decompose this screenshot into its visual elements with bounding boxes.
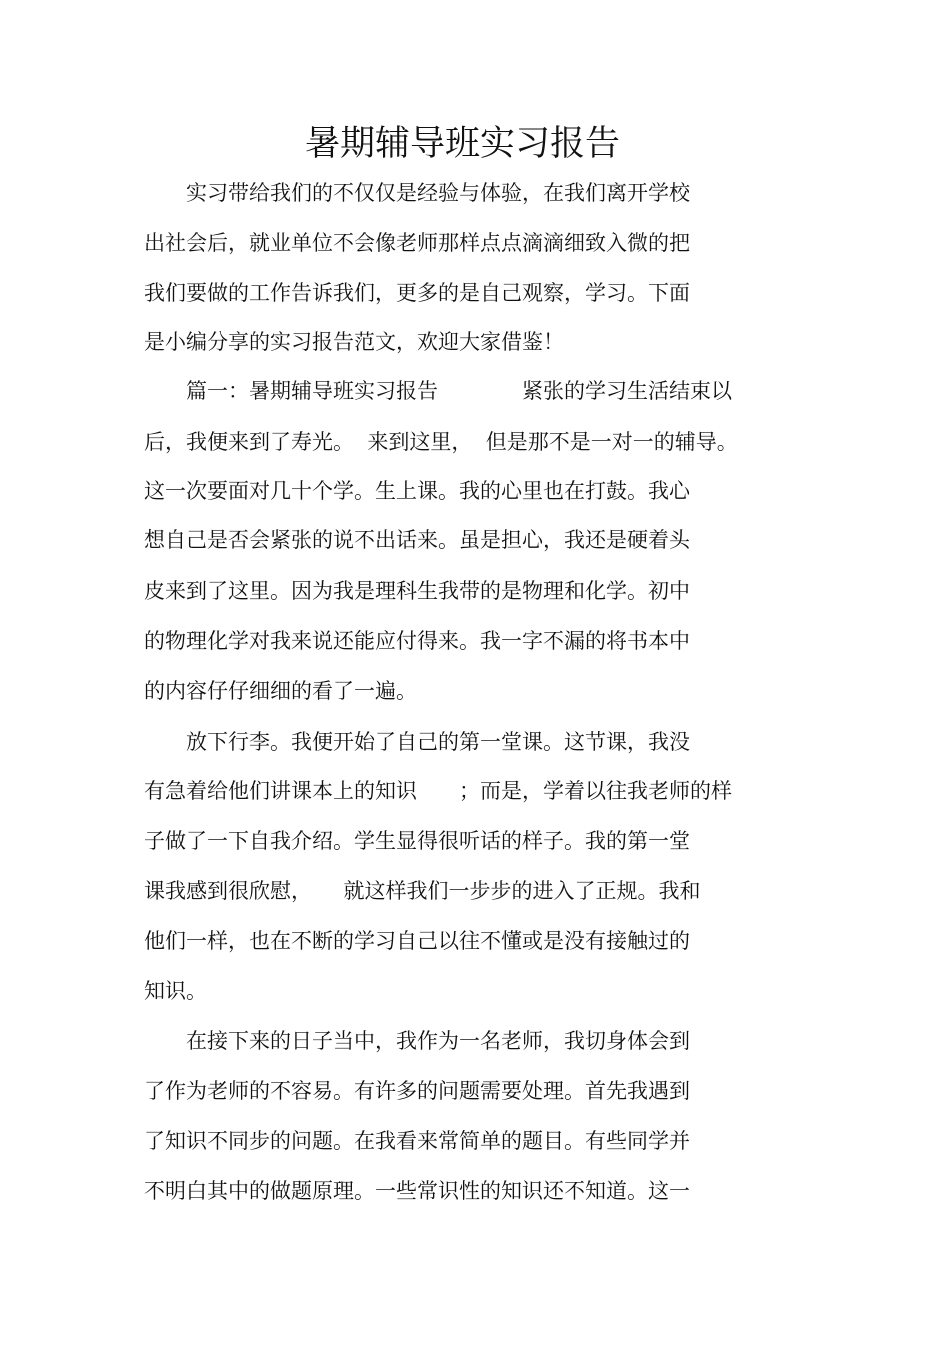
body-line: 实习带给我们的不仅仅是经验与体验，在我们离开学校 [144, 181, 690, 205]
body-line: 的内容仔仔细细的看了一遍。 [144, 679, 417, 703]
body-line: 篇一：暑期辅导班实习报告 紧张的学习生活结束以 [144, 379, 732, 403]
body-line: 的物理化学对我来说还能应付得来。我一字不漏的将书本中 [144, 629, 690, 653]
body-line: 这一次要面对几十个学。生上课。我的心里也在打鼓。我心 [144, 479, 690, 503]
body-line: 我们要做的工作告诉我们，更多的是自己观察，学习。下面 [144, 281, 690, 305]
body-line: 有急着给他们讲课本上的知识 ；而是，学着以往我老师的样 [144, 779, 732, 803]
body-line: 了知识不同步的问题。在我看来常简单的题目。有些同学并 [144, 1129, 690, 1153]
body-line: 后，我便来到了寿光。 来到这里， 但是那不是一对一的辅导。 [144, 430, 738, 454]
body-line: 他们一样，也在不断的学习自己以往不懂或是没有接触过的 [144, 929, 690, 953]
body-line: 皮来到了这里。因为我是理科生我带的是物理和化学。初中 [144, 579, 690, 603]
body-line: 不明白其中的做题原理。一些常识性的知识还不知道。这一 [144, 1179, 690, 1203]
body-line: 是小编分享的实习报告范文，欢迎大家借鉴！ [144, 330, 564, 354]
body-line: 想自己是否会紧张的说不出话来。虽是担心，我还是硬着头 [144, 528, 690, 552]
body-line: 了作为老师的不容易。有许多的问题需要处理。首先我遇到 [144, 1079, 690, 1103]
body-line: 放下行李。我便开始了自己的第一堂课。这节课，我没 [144, 730, 690, 754]
body-line: 子做了一下自我介绍。学生显得很听话的样子。我的第一堂 [144, 829, 690, 853]
document-title: 暑期辅导班实习报告 [304, 124, 620, 164]
body-line: 在接下来的日子当中，我作为一名老师，我切身体会到 [144, 1029, 690, 1053]
body-line: 课我感到很欣慰， 就这样我们一步步的进入了正规。我和 [144, 879, 701, 903]
body-line: 知识。 [144, 979, 207, 1003]
body-line: 出社会后，就业单位不会像老师那样点点滴滴细致入微的把 [144, 231, 690, 255]
